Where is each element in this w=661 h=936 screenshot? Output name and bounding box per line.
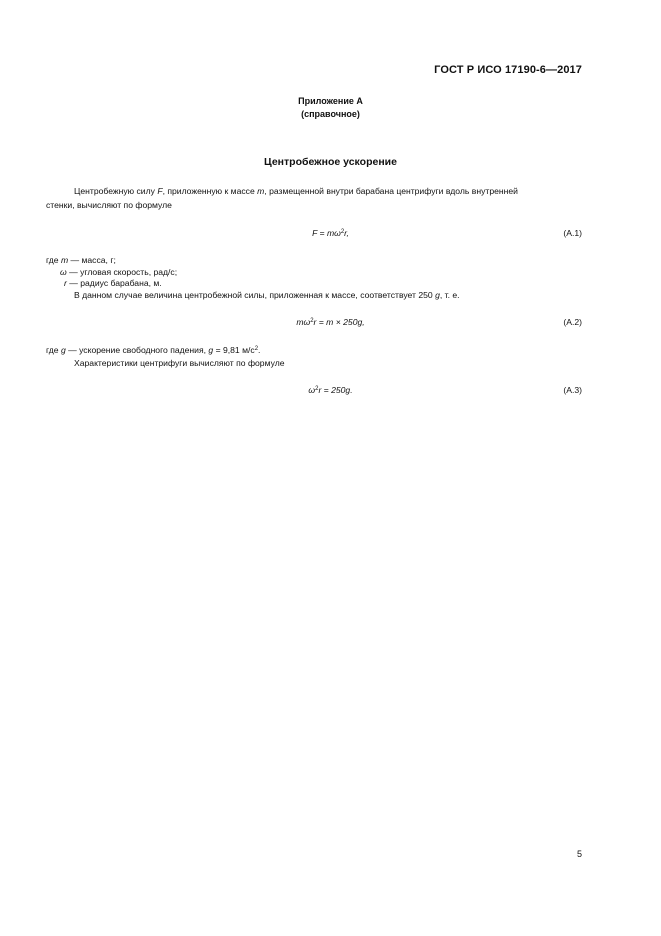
case-paragraph: В данном случае величина центробежной силы, приложенная к массе, соответствует 250 g, т. е. [74,290,460,300]
where-angular-velocity: ω — угловая скорость, рад/с; [60,267,178,277]
equation-number-a3: (А.3) [563,385,582,395]
formula-a1: $F = m\omega^2r$, [312,228,349,238]
equation-number-a1: (А.1) [563,228,582,238]
formula-a2: $m\omega^2r = m \times 250g$, [296,317,365,327]
page-number: 5 [576,849,582,859]
where-mass: где m — масса, г; [46,255,116,265]
where-radius: r — радиус барабана, м. [64,278,162,288]
intro-paragraph-line1: Центробежную силу F, приложенную к массе m, размещенной внутри барабана центрифуги вдоль внутренней [74,186,518,196]
characteristics-paragraph: Характеристики центрифуги вычисляют по формуле [74,358,285,368]
formula-a3: $\omega^2r = 250g$. [308,385,353,395]
standard-code: ГОСТ Р ИСО 17190-6—2017 [434,64,582,76]
where-gravity: где g — ускорение свободного падения, g = 9,81 $м/с^2$. [46,345,261,355]
section-title: Центробежное ускорение [264,156,397,168]
intro-paragraph-line2: стенки, вычисляют по формуле [46,200,172,210]
appendix-title: Приложение А [298,96,363,106]
equation-number-a2: (А.2) [563,317,582,327]
appendix-kind: (справочное) [301,109,360,119]
